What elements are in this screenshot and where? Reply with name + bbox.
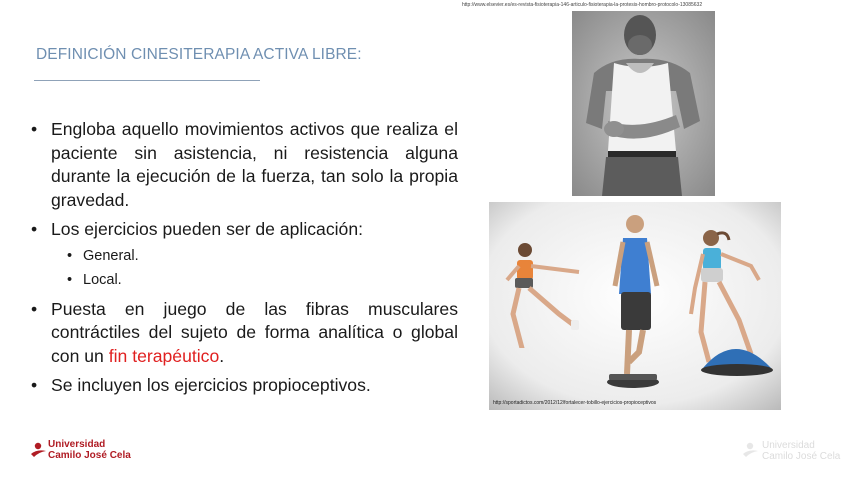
- bullet-3: [30, 298, 458, 369]
- bullet-3-text: Puesta en juego de las fibras musculares contráctiles del sujeto de forma analítica o global con un: [51, 298, 458, 366]
- ucjc-logo-icon: [30, 441, 48, 459]
- highlight-text: fin terapéutico: [108, 345, 220, 366]
- bullet-list: [30, 118, 458, 404]
- bullet-1: • Engloba aquello movimientos activos que realiza el paciente sin asistencia, ni resistencia alguna durante la ejecución de la fuerza, tan solo la propia gravedad.: [30, 118, 458, 212]
- logo-line-1: Universidad: [48, 439, 106, 450]
- watermark-logo-icon: [742, 441, 760, 459]
- title-underline: [34, 80, 260, 81]
- sub-bullet-general: • General.: [30, 244, 458, 268]
- source-url-top[interactable]: http://www.elsevier.es/es-revista-fisioterapia-146-articulo-fisioterapia-la-protesis-hombro-protocolo-13085632: [462, 2, 703, 8]
- watermark-line-1: Universidad: [762, 440, 815, 451]
- man-with-hand-behind-back-photo: [572, 11, 715, 196]
- university-logo: [30, 438, 130, 462]
- slide-title: DEFINICIÓN CINESITERAPIA ACTIVA LIBRE:: [36, 46, 362, 63]
- sub-bullet-local: • Local.: [30, 268, 458, 292]
- source-url-bottom[interactable]: http://sportadictos.com/2012/12/fortalecer-tobillo-ejercicios-propioceptivos: [493, 400, 657, 406]
- university-watermark: [742, 439, 841, 463]
- logo-line-2: Camilo José Cela: [48, 450, 131, 461]
- watermark-line-2: Camilo José Cela: [762, 451, 841, 462]
- balance-exercises-photo: [489, 202, 781, 410]
- bullet-2: • Los ejercicios pueden ser de aplicación:: [30, 218, 458, 242]
- bullet-4: • Se incluyen los ejercicios propioceptivos.: [30, 374, 458, 398]
- bullet-3-end: .: [219, 345, 225, 366]
